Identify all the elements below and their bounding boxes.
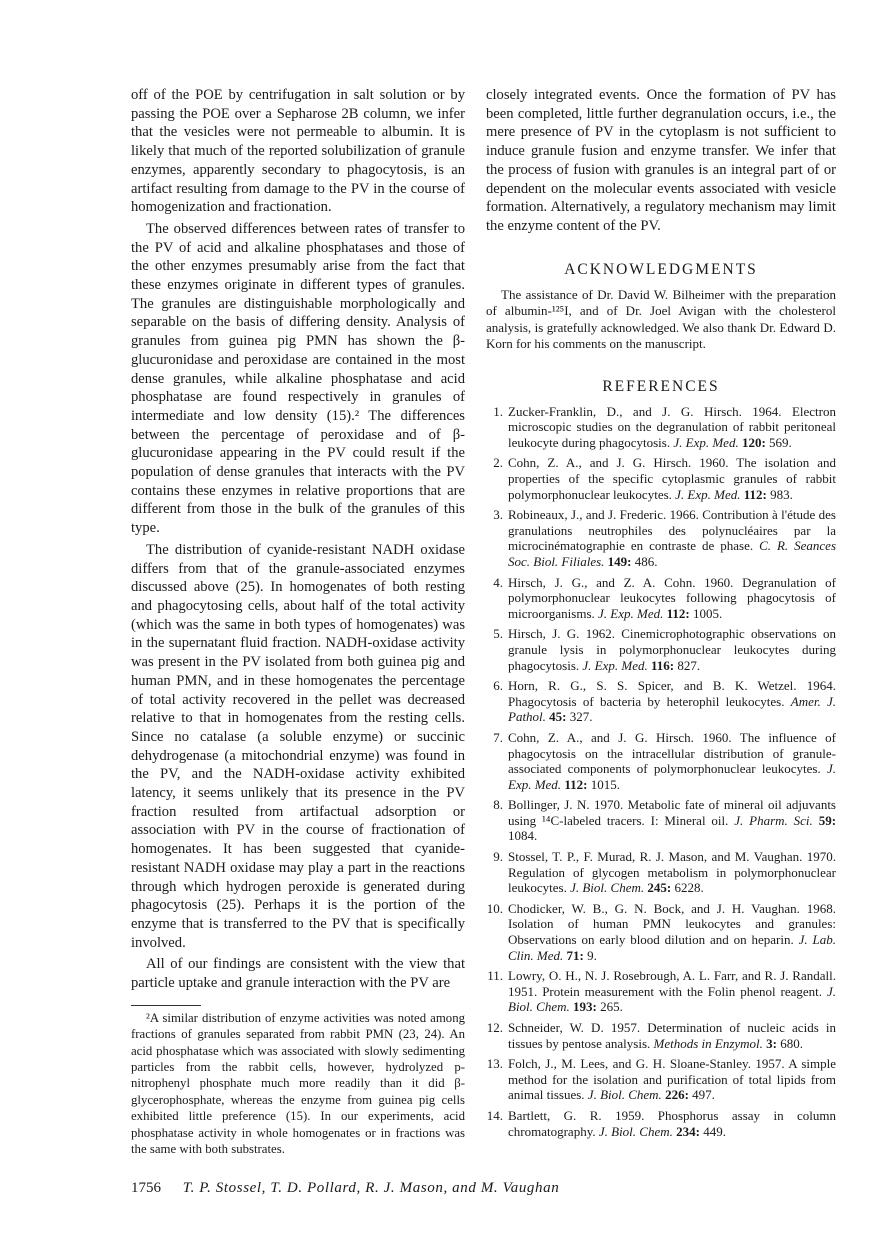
reference-pages: 680. — [780, 1035, 804, 1051]
body-paragraph: The observed differences between rates of transfer to the PV of acid and alkaline phosphatases and those of the other enzymes presumably arise from the fact that these enzymes originate in different types of granules. The granules are distinguishable morphologically and separable on the basis of differing density. Analysis of granules from guinea pig PMN has shown the β-glucuronidase and peroxidase are contained in the most dense granules, while alkaline phosphatase and acid phosphatase are found respectively in granules of intermediate and low density (15).² The differences between the percentage of peroxidase and of β-glucuronidase appearing in the PV could result if the population of dense granules that interacts with the PV contains these enzymes in relative proportions that are different from those in the bulk of the granules of this type. — [131, 220, 465, 537]
reference-number: 5. — [493, 626, 503, 642]
reference-number: 6. — [493, 678, 503, 694]
reference-pages: 1015. — [590, 776, 620, 792]
acknowledgments-text: The assistance of Dr. David W. Bilheimer with the preparation of albumin-¹²⁵I, and of Dr. Joel Avigan with the cholesterol analysis, is gratefully acknowledged. We also thank Dr. Edward D. Korn for his comments on the manuscript. — [486, 286, 836, 352]
reference-pages: 569. — [769, 434, 792, 450]
reference-text: Chodicker, W. B., G. N. Bock, and J. H. Vaughan. 1968. Isolation of human PMN leukocytes and granules: Observations on early blood dilution and on heparin. — [508, 900, 836, 948]
page-footer — [131, 1179, 890, 1198]
reference-item — [486, 455, 836, 502]
reference-pages: 9. — [587, 947, 597, 963]
reference-journal: J. Biol. Chem. — [508, 983, 837, 1015]
reference-pages: 497. — [692, 1087, 715, 1103]
reference-pages: 6228. — [674, 880, 704, 896]
running-authors: T. P. Stossel, T. D. Pollard, R. J. Mason, and M. Vaughan — [182, 1180, 560, 1197]
reference-number: 8. — [493, 797, 503, 813]
reference-journal: J. Exp. Med. — [598, 605, 664, 621]
reference-journal: J. Biol. Chem. — [598, 1123, 673, 1139]
reference-pages: 827. — [677, 657, 701, 673]
reference-pages: 983. — [770, 486, 793, 502]
reference-item — [486, 797, 836, 844]
reference-journal: C. R. Seances Soc. Biol. Filiales. — [508, 538, 837, 569]
reference-number: 1. — [493, 403, 503, 419]
references-heading: REFERENCES — [602, 377, 720, 395]
reference-journal: J. Pharm. Sci. — [734, 812, 813, 828]
reference-item — [486, 507, 836, 569]
reference-volume: 112: — [743, 486, 767, 502]
two-column-body — [131, 86, 890, 1157]
reference-volume: 120: — [741, 434, 766, 450]
footnote-divider — [131, 1005, 201, 1006]
reference-item — [486, 1056, 836, 1103]
reference-text: Hirsch, J. G. 1962. Cinemicrophotographic observations on granule lysis in polymorphonuclear leukocytes during phagocytosis. — [508, 626, 836, 673]
reference-number: 7. — [493, 729, 503, 745]
reference-journal: J. Biol. Chem. — [570, 880, 645, 896]
body-paragraph: All of our findings are consistent with the view that particle uptake and granule interaction with the PV are — [131, 956, 465, 992]
footnote: ²A similar distribution of enzyme activities was noted among fractions of granules separated from rabbit PMN (23, 24). An acid phosphatase which was associated with slowly sedimenting particles from the rabbit cells, however, hydrolyzed p-nitrophenyl phosphate much more readily than it did β-glycerophosphate, whereas the enzyme from guinea pig cells exhibited little preference (15). In our experiments, acid phosphatase activity in whole homogenates or in fractions was the same with both substrates. — [131, 1010, 465, 1156]
reference-number: 14. — [486, 1107, 503, 1123]
reference-text: Hirsch, J. G., and Z. A. Cohn. 1960. Degranulation of polymorphonuclear leukocytes following phagocytosis of microorganisms. — [508, 574, 836, 621]
reference-volume: 234: — [676, 1123, 700, 1139]
reference-volume: 226: — [665, 1087, 689, 1103]
page-number: 1756 — [131, 1180, 161, 1197]
body-paragraph: off of the POE by centrifugation in salt solution or by passing the POE over a Sepharose 2B column, we infer that the vesicles were not permeable to albumin. It is likely that much of the reported solubilization of granule enzymes, apparently secondary to phagocytosis, is an artifact resulting from damage to the PV in the course of homogenization and fractionation. — [131, 87, 465, 216]
reference-volume: 45: — [549, 709, 567, 725]
reference-item — [486, 730, 836, 792]
reference-volume: 112: — [666, 605, 690, 621]
reference-text: Bartlett, G. R. 1959. Phosphorus assay in column chromatography. — [508, 1107, 836, 1139]
reference-journal: J. Exp. Med. — [582, 657, 648, 673]
reference-text: Cohn, Z. A., and J. G. Hirsch. 1960. The influence of phagocytosis on the intracellular distribution of granule-associated components of polymorphonuclear leukocytes. — [508, 729, 836, 777]
reference-journal: J. Exp. Med. — [675, 486, 741, 502]
body-paragraph: The distribution of cyanide-resistant NADH oxidase differs from that of the granule-associated enzymes discussed above (25). In homogenates of both resting and phagocytosing cells, about half of the total activity (which was the same in both types of homogenates) was in the supernatant fluid fraction. NADH-oxidase activity was present in the PV isolated from both guinea pig and human PMN, and in these homogenates the percentage of total activity recovered in the pellet was decreased relative to that in homogenates from the resting cells. Since no catalase (a soluble enzyme) or succinic dehydrogenase (a mitochondrial enzyme) was found in the PV, and the NADH-oxidase activity exhibited latency, it seems unlikely that its presence in the PV fraction resulted from artifactual adsorption or association with PV in the course of fractionation of homogenates. It has been suggested that cyanide-resistant NADH oxidase may play a part in the reactions through which hydrogen peroxide is generated during phagocytosis (25). Perhaps it is the portion of the enzyme that is transferred to the PV that is specifically involved. — [131, 541, 465, 951]
reference-item — [486, 1020, 836, 1051]
reference-item — [486, 575, 836, 622]
reference-text: Horn, R. G., S. S. Spicer, and B. K. Wetzel. 1964. Phagocytosis of bacteria by heterophil leukocytes. — [508, 678, 836, 709]
reference-number: 9. — [493, 849, 503, 865]
reference-text: Folch, J., M. Lees, and G. H. Sloane-Stanley. 1957. A simple method for the isolation and purification of total lipids from animal tissues. — [508, 1056, 836, 1103]
reference-volume: 71: — [566, 947, 584, 963]
acknowledgments-heading: ACKNOWLEDGMENTS — [564, 260, 758, 278]
reference-item — [486, 849, 836, 896]
reference-number: 2. — [493, 455, 503, 471]
reference-text: Bollinger, J. N. 1970. Metabolic fate of mineral oil adjuvants using ¹⁴C-labeled tracers. I: Mineral oil. — [508, 797, 836, 828]
reference-pages: 1084. — [508, 828, 538, 844]
reference-volume: 193: — [573, 999, 597, 1015]
reference-number: 13. — [486, 1056, 503, 1072]
reference-journal: J. Biol. Chem. — [587, 1087, 662, 1103]
reference-volume: 149: — [607, 553, 632, 569]
reference-pages: 449. — [703, 1123, 726, 1139]
reference-journal: J. Exp. Med. — [508, 761, 836, 792]
reference-journal: Methods in Enzymol. — [653, 1035, 763, 1051]
reference-item — [486, 626, 836, 673]
reference-text: Lowry, O. H., N. J. Rosebrough, A. L. Farr, and R. J. Randall. 1951. Protein measurement with the Folin phenol reagent. — [508, 968, 836, 999]
reference-item — [486, 901, 836, 963]
reference-text: Zucker-Franklin, D., and J. G. Hirsch. 1964. Electron microscopic studies on the degranulation of rabbit peritoneal leukocyte during phagocytosis. — [508, 403, 836, 450]
reference-journal: J. Lab. Clin. Med. — [508, 932, 837, 963]
reference-number: 12. — [486, 1020, 503, 1035]
reference-item — [486, 404, 836, 451]
reference-text: Robineaux, J., and J. Frederic. 1966. Contribution à l'étude des granulations neutrophiles des polynucléaires par la microcinématographie en contraste de phase. — [508, 507, 836, 554]
right-column — [486, 86, 836, 1144]
reference-number: 10. — [486, 900, 503, 916]
reference-volume: 245: — [647, 880, 672, 896]
body-paragraph: closely integrated events. Once the formation of PV has been completed, little further degranulation occurs, i.e., the mere presence of PV in the cytoplasm is not sufficient to induce granule fusion and enzyme transfer. We infer that the process of fusion with granules is an integral part of or dependent on the molecular events associated with vesicle formation. Alternatively, a regulatory mechanism may limit the enzyme content of the PV. — [486, 87, 836, 234]
left-column — [131, 86, 465, 1157]
reference-text: Schneider, W. D. 1957. Determination of nucleic acids in tissues by pentose analysis. — [508, 1020, 836, 1051]
reference-volume: 59: — [818, 812, 837, 828]
reference-item — [486, 1108, 836, 1139]
reference-list — [486, 404, 836, 1140]
reference-pages: 265. — [600, 999, 623, 1015]
reference-pages: 327. — [569, 709, 593, 725]
reference-number: 3. — [493, 507, 503, 523]
reference-volume: 116: — [650, 657, 675, 673]
reference-item — [486, 678, 836, 725]
reference-pages: 1005. — [693, 605, 723, 621]
reference-text: Cohn, Z. A., and J. G. Hirsch. 1960. The isolation and properties of the specific cytoplasmic granules of rabbit polymorphonuclear leukocytes. — [508, 455, 836, 502]
reference-journal: Amer. J. Pathol. — [508, 693, 837, 725]
reference-volume: 112: — [564, 776, 588, 792]
reference-number: 4. — [493, 574, 503, 590]
reference-journal: J. Exp. Med. — [673, 434, 739, 450]
reference-pages: 486. — [634, 553, 658, 569]
reference-item — [486, 968, 836, 1015]
reference-number: 11. — [487, 968, 503, 984]
reference-text: Stossel, T. P., F. Murad, R. J. Mason, and M. Vaughan. 1970. Regulation of glycogen metabolism in polymorphonuclear leukocytes. — [508, 849, 836, 896]
reference-volume: 3: — [766, 1035, 778, 1051]
